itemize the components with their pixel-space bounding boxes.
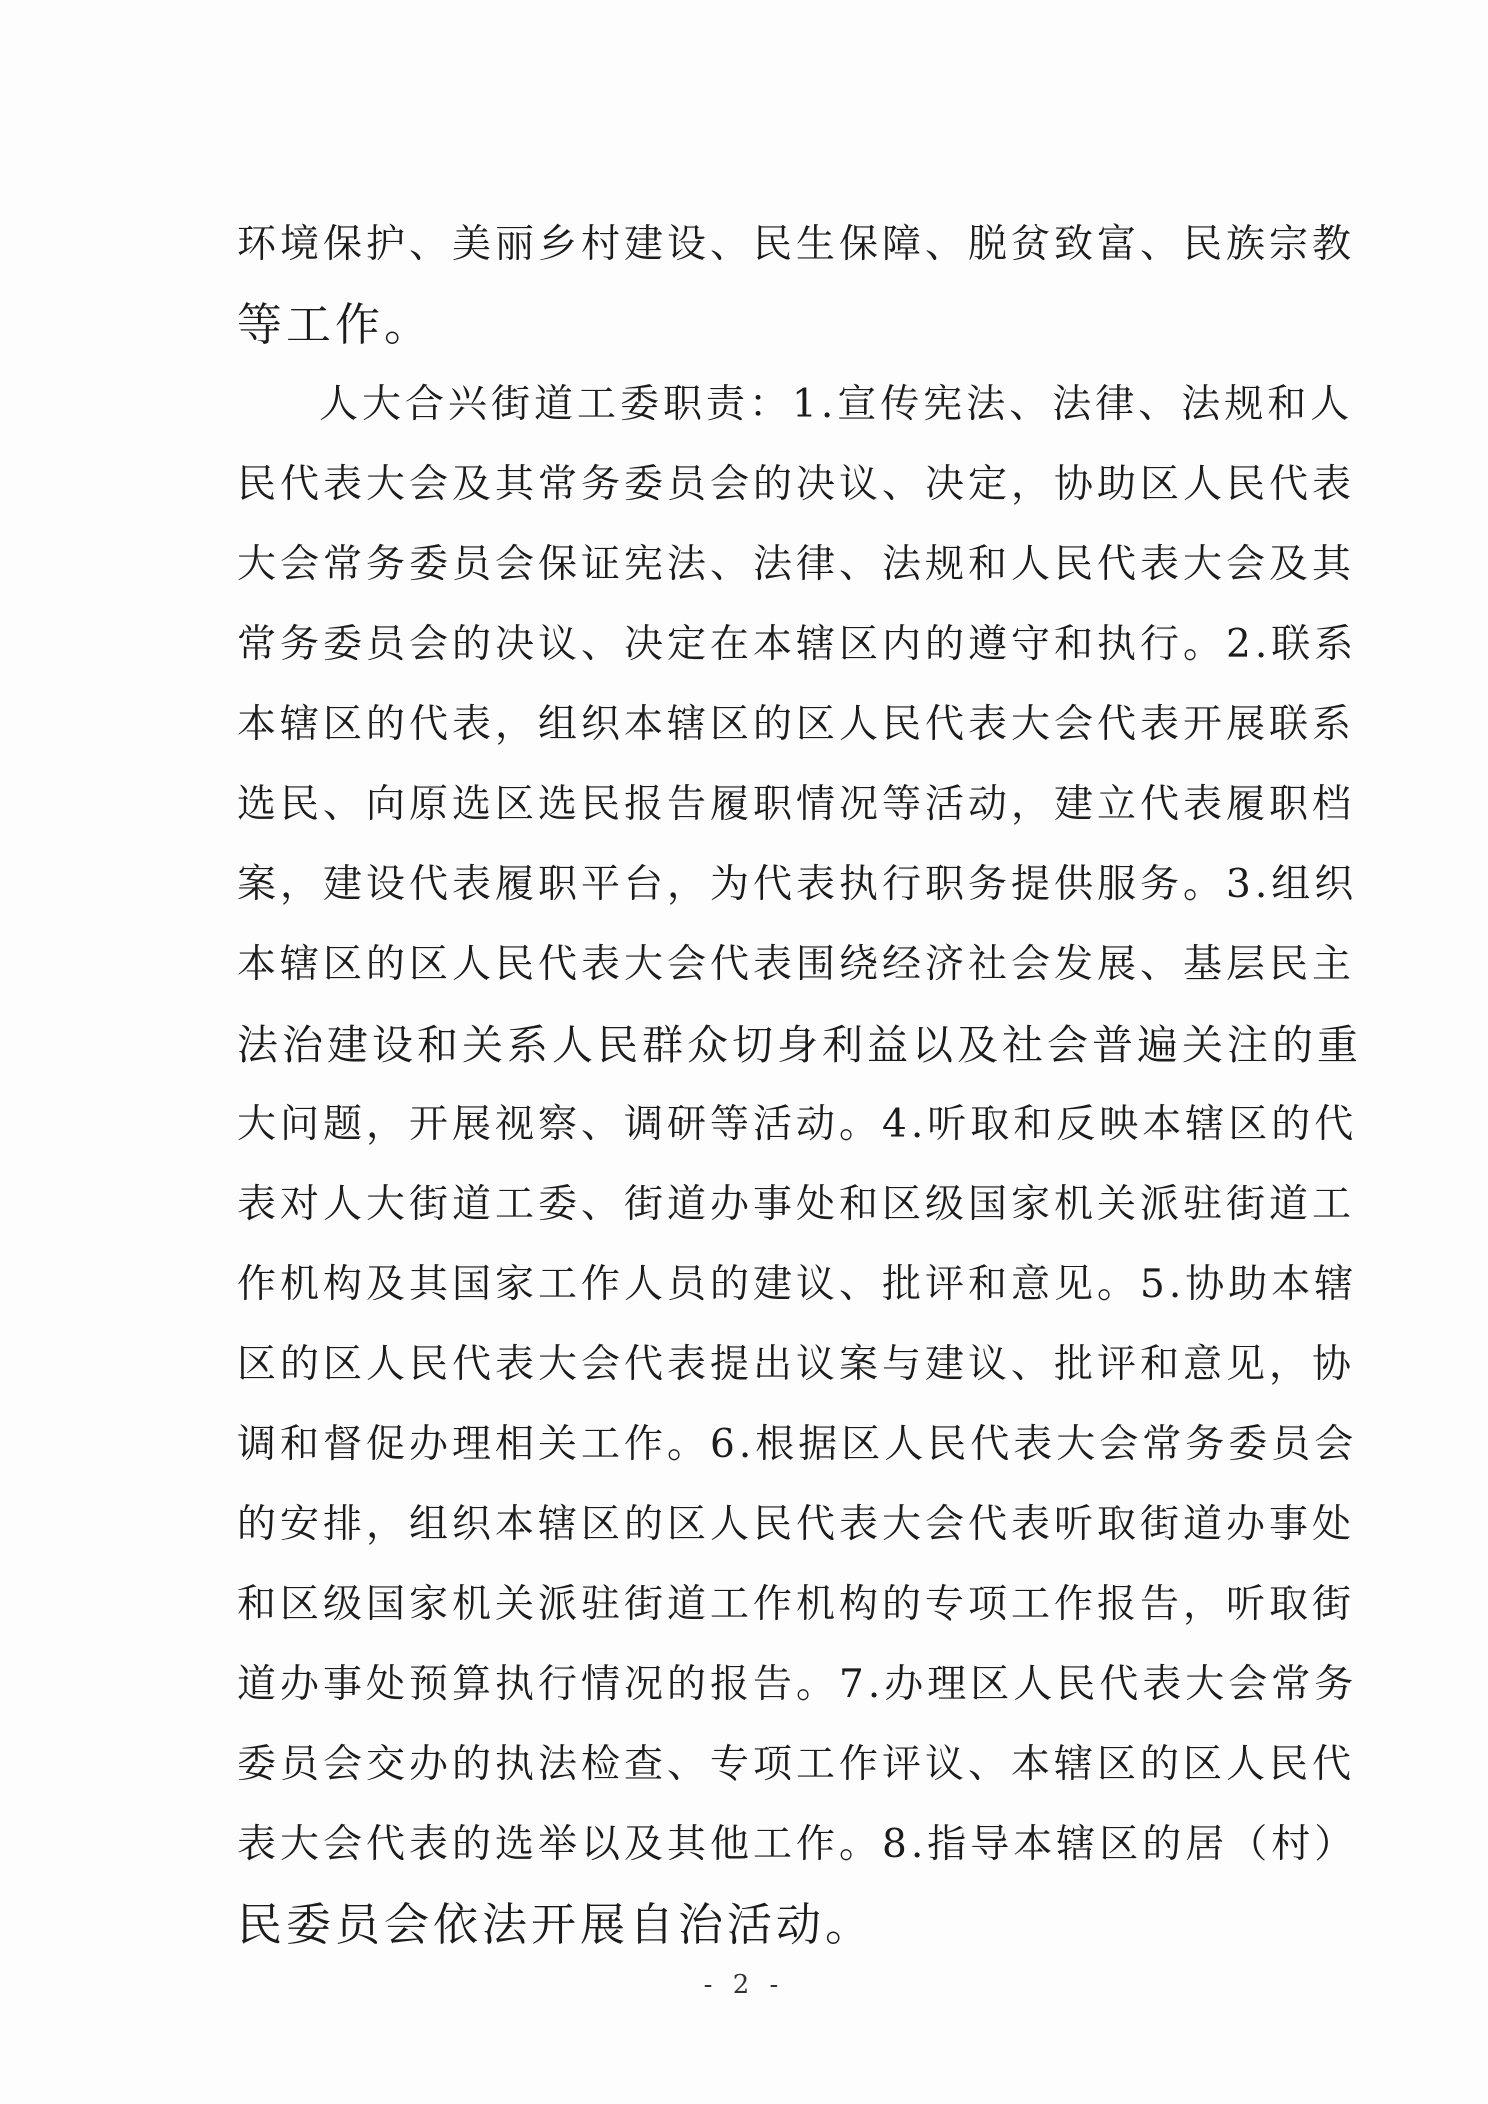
text-line: 区的区人民代表大会代表提出议案与建议、批评和意见，协 xyxy=(237,1342,1356,1387)
text-line: 案，建设代表履职平台，为代表执行职务提供服务。3.组织 xyxy=(237,862,1358,907)
text-line: 的安排，组织本辖区的区人民代表大会代表听取街道办事处 xyxy=(237,1502,1356,1547)
text-line: 法治建设和关系人民群众切身利益以及社会普遍关注的重 xyxy=(237,1021,1362,1069)
text-line: 选民、向原选区选民报告履职情况等活动，建立代表履职档 xyxy=(237,782,1356,827)
text-line: 表对人大街道工委、街道办事处和区级国家机关派驻街道工 xyxy=(237,1182,1356,1227)
text-line: 作机构及其国家工作人员的建议、批评和意见。5.协助本辖 xyxy=(237,1262,1358,1307)
text-line: 人大合兴街道工委职责：1.宣传宪法、法律、法规和人 xyxy=(319,382,1354,427)
text-line: 大问题，开展视察、调研等活动。4.听取和反映本辖区的代 xyxy=(237,1102,1358,1147)
text-line: 环境保护、美丽乡村建设、民生保障、脱贫致富、民族宗教 xyxy=(237,222,1356,267)
text-line: 常务委员会的决议、决定在本辖区内的遵守和执行。2.联系 xyxy=(237,622,1358,667)
page-number: - 2 - xyxy=(703,1970,785,2000)
text-line: 道办事处预算执行情况的报告。7.办理区人民代表大会常务 xyxy=(237,1662,1358,1707)
text-line: 委员会交办的执法检查、专项工作评议、本辖区的区人民代 xyxy=(237,1742,1356,1787)
text-line: 本辖区的区人民代表大会代表围绕经济社会发展、基层民主 xyxy=(237,942,1356,987)
text-line: 本辖区的代表，组织本辖区的区人民代表大会代表开展联系 xyxy=(237,702,1356,747)
text-line: 大会常务委员会保证宪法、法律、法规和人民代表大会及其 xyxy=(237,542,1356,587)
text-line: 调和督促办理相关工作。6.根据区人民代表大会常务委员会 xyxy=(237,1422,1358,1467)
text-line: 民委员会依法开展自治活动。 xyxy=(237,1898,875,1951)
text-line: 和区级国家机关派驻街道工作机构的专项工作报告，听取街 xyxy=(237,1582,1356,1627)
text-line: 等工作。 xyxy=(237,298,434,351)
text-line: 民代表大会及其常务委员会的决议、决定，协助区人民代表 xyxy=(237,462,1356,507)
text-line: 表大会代表的选举以及其他工作。8.指导本辖区的居（村） xyxy=(237,1822,1358,1867)
